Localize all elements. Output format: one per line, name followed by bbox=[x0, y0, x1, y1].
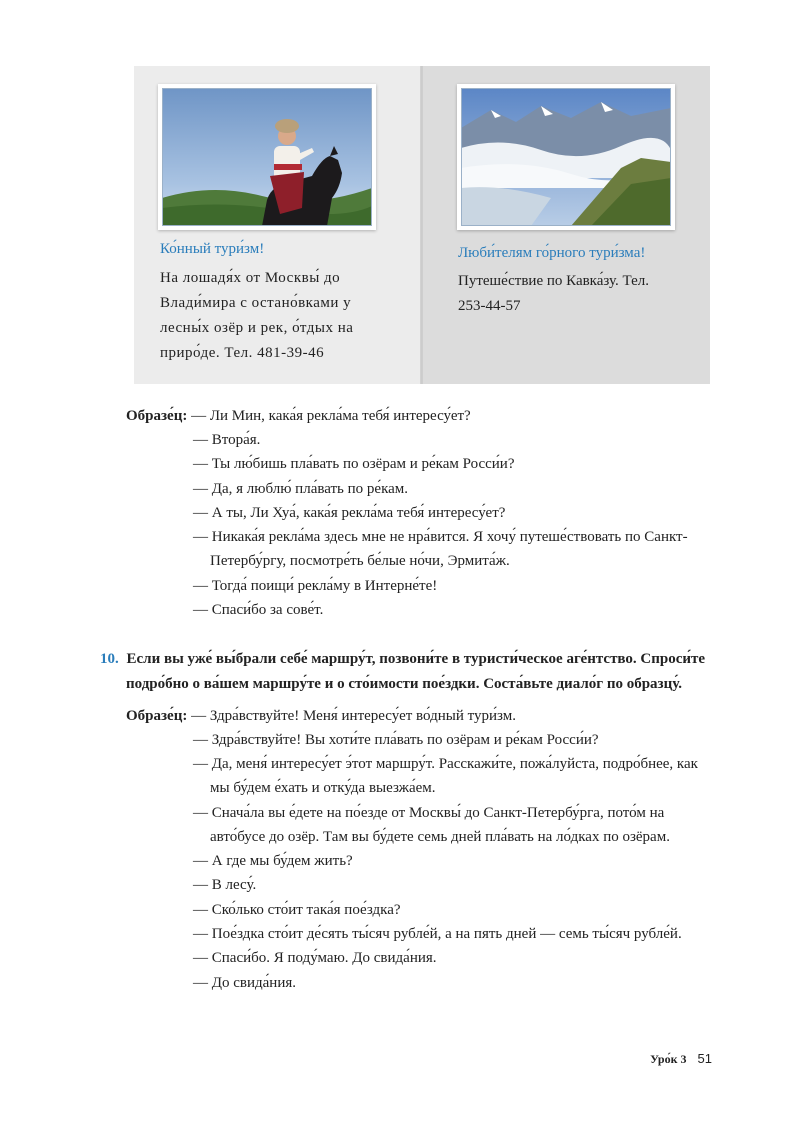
task-text-line: Если вы уже́ вы́брали себе́ маршру́т, позвони́те в туристи́ческое аге́нтство. Спроси́те bbox=[126, 651, 706, 667]
dialogue-line: Петербу́ргу, посмотре́ть бе́лые но́чи, Эрмита́ж. bbox=[210, 553, 510, 569]
ad-horse-line: приро́де. Тел. 481-39-46 bbox=[160, 345, 325, 361]
dialogue-line: — Снача́ла вы е́дете на по́езде от Москвы́ до Санкт-Петербу́рга, пото́м на bbox=[193, 805, 665, 821]
page-footer bbox=[650, 1051, 712, 1067]
ad-horse-line: Влади́мира с остано́вками у bbox=[160, 295, 352, 311]
dialogue-line: — А где мы бу́дем жить? bbox=[193, 853, 353, 869]
dialogue-line: — Спаси́бо. Я поду́маю. До свида́ния. bbox=[193, 950, 437, 966]
dialogue-line: авто́бусе до озёр. Там вы бу́дете семь дней пла́вать на ло́дках по озёрам. bbox=[210, 829, 670, 845]
dialogue-line: — В лесу́. bbox=[193, 877, 257, 893]
dialogue-line: мы бу́дем е́хать и отку́да выезжа́ем. bbox=[210, 780, 436, 796]
lesson-label: Уро́к 3 bbox=[650, 1052, 687, 1066]
dialogue-line: — Ли Мин, кака́я рекла́ма тебя́ интересу́ет? bbox=[191, 408, 471, 424]
dialogue-line: — До свида́ния. bbox=[193, 975, 296, 991]
page-number: 51 bbox=[697, 1051, 712, 1066]
dialogue-line: — Ско́лько сто́ит така́я пое́здка? bbox=[193, 902, 401, 918]
dialogue-line: — Да, я люблю́ пла́вать по ре́кам. bbox=[193, 481, 409, 497]
ad-horse-line: На лошадя́х от Москвы́ до bbox=[160, 270, 341, 286]
dialogue-line: — Здра́вствуйте! Вы хоти́те пла́вать по озёрам и ре́кам Росси́и? bbox=[193, 732, 599, 748]
dialogue-line: — Здра́вствуйте! Меня́ интересу́ет во́дный тури́зм. bbox=[191, 708, 516, 724]
ad-mountain-line: 253-44-57 bbox=[458, 298, 521, 314]
dialogue-line: — Втора́я. bbox=[193, 432, 261, 448]
ad-horse-title: Ко́нный тури́зм! bbox=[160, 241, 265, 257]
dialogue-line: — Никака́я рекла́ма здесь мне не нра́вится. Я хочу́ путеше́ствовать по Санкт- bbox=[193, 529, 688, 545]
ad-mountain-title: Люби́телям го́рного тури́зма! bbox=[458, 245, 646, 261]
dialogue-line: — Спаси́бо за сове́т. bbox=[193, 602, 324, 618]
sample-label: Образе́ц: bbox=[126, 408, 188, 424]
dialogue-line: — Да, меня́ интересу́ет э́тот маршру́т. Расскажи́те, пожа́луйста, подро́бнее, как bbox=[193, 756, 698, 772]
ad-mountain-line: Путеше́ствие по Кавка́зу. Тел. bbox=[458, 273, 649, 289]
ad-horse-line: лесны́х озёр и рек, о́тдых на bbox=[160, 320, 354, 336]
task-text-line: подро́бно о ва́шем маршру́те и о сто́имости пое́здки. Соста́вьте диало́г по образцу́. bbox=[126, 676, 682, 692]
dialogue-line: — Ты лю́бишь пла́вать по озёрам и ре́кам Росси́и? bbox=[193, 456, 515, 472]
task-number: 10. bbox=[100, 651, 119, 667]
dialogue-line: — Тогда́ поищи́ рекла́му в Интерне́те! bbox=[193, 578, 438, 594]
sample-label: Образе́ц: bbox=[126, 708, 188, 724]
dialogue-line: — А ты, Ли Хуа́, кака́я рекла́ма тебя́ интересу́ет? bbox=[193, 505, 506, 521]
dialogue-line: — Пое́здка сто́ит де́сять ты́сяч рубле́й, а на пять дней — семь ты́сяч рубле́й. bbox=[193, 926, 682, 942]
